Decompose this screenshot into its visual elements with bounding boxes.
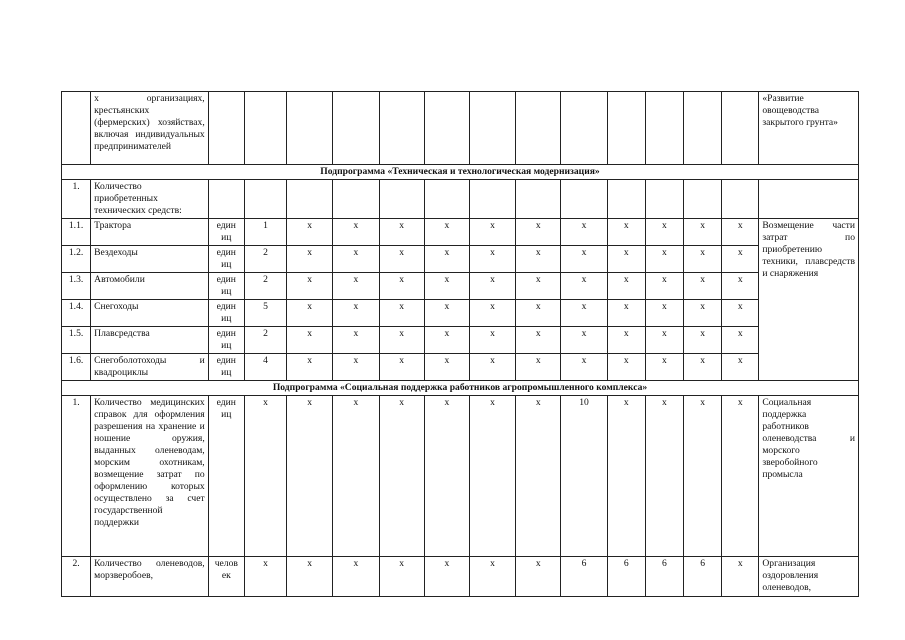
value-cell: х — [333, 273, 379, 300]
value-cell: х — [684, 396, 722, 557]
value-cell: х — [333, 246, 379, 273]
row-number: 1.3. — [62, 273, 91, 300]
value-cell: 5 — [244, 300, 286, 327]
table-row — [62, 327, 859, 354]
value-cell: 2 — [244, 273, 286, 300]
unit-cell: един иц — [208, 246, 244, 273]
value-cell: х — [424, 273, 469, 300]
value-cell: х — [645, 300, 683, 327]
value-cell: 1 — [244, 219, 286, 246]
section-title-row — [62, 165, 859, 180]
unit-cell: един иц — [208, 327, 244, 354]
value-cell: х — [469, 246, 515, 273]
value-cell: х — [379, 557, 424, 597]
value-cell: х — [722, 246, 759, 273]
value-cell: 6 — [561, 557, 607, 597]
value-cell: х — [379, 273, 424, 300]
row-number: 1.1. — [62, 219, 91, 246]
row-number: 1.2. — [62, 246, 91, 273]
section-title-row — [62, 381, 859, 396]
value-cell: х — [424, 354, 469, 381]
indicators-table — [61, 91, 859, 597]
row-note: Социальная поддержка работников оленеводства и морского зверобойного промысла — [759, 396, 859, 557]
row-number: 2. — [62, 557, 91, 597]
value-cell: х — [645, 396, 683, 557]
table-row — [62, 246, 859, 273]
value-cell: х — [645, 354, 683, 381]
table-row — [62, 219, 859, 246]
value-cell: х — [424, 327, 469, 354]
value-cell: х — [469, 327, 515, 354]
value-cell: х — [287, 300, 333, 327]
value-cell: х — [424, 219, 469, 246]
unit-cell: един иц — [208, 273, 244, 300]
table-row — [62, 557, 859, 597]
value-cell: х — [333, 300, 379, 327]
indicator-name: Плавсредства — [91, 327, 209, 354]
value-cell: 6 — [607, 557, 645, 597]
value-cell: х — [516, 396, 561, 557]
row-note: Организация оздоровления оленеводов, — [759, 557, 859, 597]
value-cell: х — [424, 246, 469, 273]
value-cell: х — [287, 557, 333, 597]
row-number: 1.4. — [62, 300, 91, 327]
value-cell: х — [244, 396, 286, 557]
table-row — [62, 92, 859, 165]
value-cell: х — [424, 300, 469, 327]
unit-cell: един иц — [208, 354, 244, 381]
value-cell: х — [287, 246, 333, 273]
value-cell: х — [379, 300, 424, 327]
value-cell: х — [722, 557, 759, 597]
value-cell: х — [287, 219, 333, 246]
value-cell: х — [287, 396, 333, 557]
value-cell: х — [561, 327, 607, 354]
value-cell: х — [333, 327, 379, 354]
row-number: 1.6. — [62, 354, 91, 381]
value-cell: х — [333, 557, 379, 597]
indicator-name: Снегоболотоходы и квадроциклы — [91, 354, 209, 381]
table-row — [62, 300, 859, 327]
value-cell: х — [333, 354, 379, 381]
value-cell: х — [722, 300, 759, 327]
value-cell: 2 — [244, 327, 286, 354]
value-cell: х — [722, 354, 759, 381]
value-cell: х — [607, 300, 645, 327]
indicator-name: х организациях, крестьянских (фермерских) хозяйствах, включая индивидуальных предпринимателей — [91, 92, 209, 165]
value-cell: х — [516, 246, 561, 273]
value-cell: х — [469, 557, 515, 597]
value-cell: х — [607, 246, 645, 273]
value-cell: х — [469, 219, 515, 246]
value-cell: х — [469, 273, 515, 300]
value-cell: х — [561, 300, 607, 327]
value-cell: 4 — [244, 354, 286, 381]
value-cell: х — [561, 246, 607, 273]
value-cell: х — [516, 219, 561, 246]
value-cell: х — [645, 327, 683, 354]
value-cell: х — [607, 396, 645, 557]
value-cell: 6 — [645, 557, 683, 597]
value-cell: х — [516, 327, 561, 354]
value-cell: х — [379, 396, 424, 557]
table-row — [62, 354, 859, 381]
value-cell: х — [607, 327, 645, 354]
table-row — [62, 273, 859, 300]
value-cell: х — [469, 300, 515, 327]
value-cell: х — [684, 273, 722, 300]
value-cell: 2 — [244, 246, 286, 273]
value-cell: х — [722, 273, 759, 300]
value-cell: х — [607, 273, 645, 300]
value-cell: х — [645, 219, 683, 246]
value-cell: х — [684, 327, 722, 354]
indicator-name: Вездеходы — [91, 246, 209, 273]
indicator-name: Трактора — [91, 219, 209, 246]
value-cell: х — [424, 396, 469, 557]
value-cell: х — [684, 354, 722, 381]
value-cell: 10 — [561, 396, 607, 557]
value-cell: х — [607, 354, 645, 381]
row-number: 1. — [62, 396, 91, 557]
value-cell: х — [424, 557, 469, 597]
value-cell: х — [333, 396, 379, 557]
value-cell: х — [722, 219, 759, 246]
value-cell: х — [607, 219, 645, 246]
table-row — [62, 180, 859, 219]
row-number: 1. — [62, 180, 91, 219]
value-cell: х — [379, 327, 424, 354]
unit-cell: един иц — [208, 300, 244, 327]
unit-cell: челов ек — [208, 557, 244, 597]
value-cell: х — [516, 354, 561, 381]
value-cell: х — [469, 354, 515, 381]
table-row — [62, 396, 859, 557]
value-cell: х — [645, 246, 683, 273]
value-cell: х — [516, 557, 561, 597]
value-cell: х — [287, 354, 333, 381]
row-note: «Развитие овощеводства закрытого грунта» — [759, 92, 859, 165]
value-cell: х — [287, 327, 333, 354]
indicator-name: Количество медицинских справок для оформления разрешения на хранение и ношение оружия, выданных оленеводам, морским охотникам, возмещение затрат по оформлению которых осуществлено за счет государственной поддержки — [91, 396, 209, 557]
value-cell: х — [469, 396, 515, 557]
value-cell: х — [561, 219, 607, 246]
indicator-name: Количество оленеводов, морзверобоев, — [91, 557, 209, 597]
value-cell: х — [516, 300, 561, 327]
value-cell: х — [722, 327, 759, 354]
row-note: Возмещение части затрат по приобретению техники, плавсредств и снаряжения — [759, 219, 859, 381]
value-cell: х — [244, 557, 286, 597]
indicator-name: Автомобили — [91, 273, 209, 300]
section-title: Подпрограмма «Социальная поддержка работников агропромышленного комплекса» — [62, 381, 859, 396]
unit-cell: един иц — [208, 396, 244, 557]
indicator-name: Снегоходы — [91, 300, 209, 327]
value-cell: х — [645, 273, 683, 300]
value-cell: х — [561, 273, 607, 300]
value-cell: х — [379, 354, 424, 381]
row-number: 1.5. — [62, 327, 91, 354]
value-cell: х — [379, 246, 424, 273]
value-cell: х — [561, 354, 607, 381]
value-cell: х — [333, 219, 379, 246]
value-cell: х — [287, 273, 333, 300]
value-cell: х — [684, 300, 722, 327]
unit-cell: един иц — [208, 219, 244, 246]
value-cell: х — [684, 246, 722, 273]
value-cell: х — [684, 219, 722, 246]
value-cell: х — [379, 219, 424, 246]
value-cell: х — [516, 273, 561, 300]
value-cell: 6 — [684, 557, 722, 597]
value-cell: х — [722, 396, 759, 557]
section-title: Подпрограмма «Техническая и технологическая модернизация» — [62, 165, 859, 180]
indicator-name: Количество приобретенных технических средств: — [91, 180, 209, 219]
